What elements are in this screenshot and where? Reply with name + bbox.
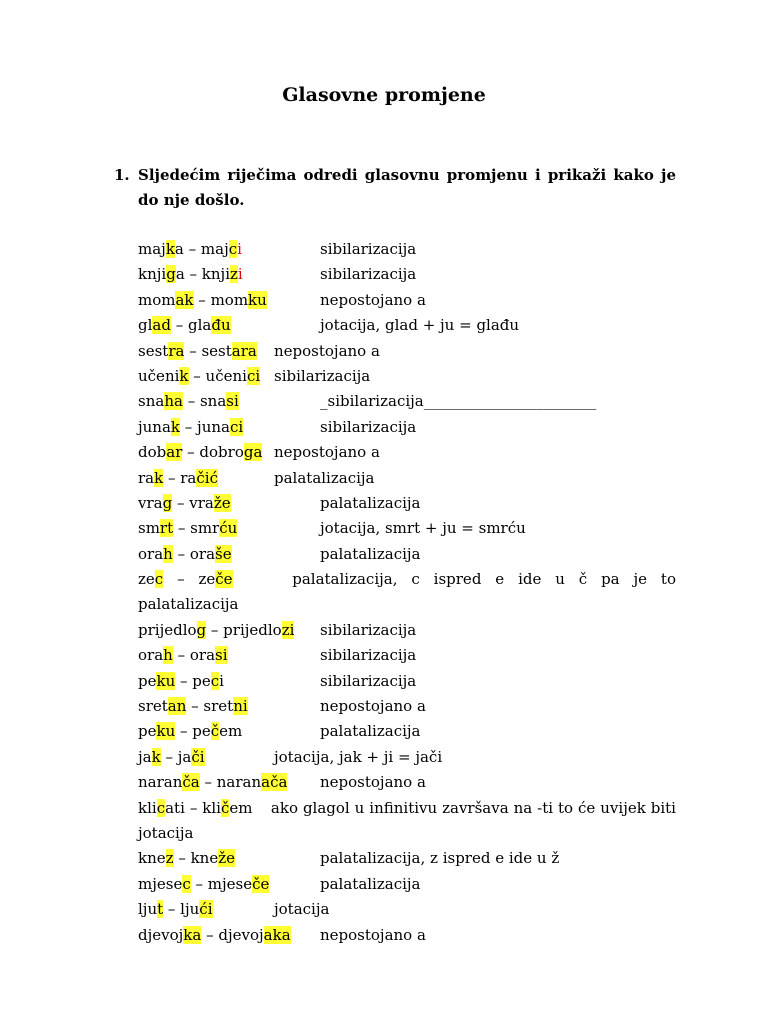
highlighted-letters: ku — [248, 290, 267, 309]
red-letter: i — [237, 265, 243, 284]
word-pair: peku – peci — [138, 671, 224, 690]
word-row — [138, 872, 676, 897]
highlighted-letters: ra — [168, 341, 185, 360]
red-letter: i — [237, 240, 242, 258]
word-row — [138, 669, 676, 694]
word-row — [138, 516, 676, 541]
word-pair: ljut – ljući — [138, 900, 213, 919]
word-row — [138, 846, 676, 871]
word-row — [138, 466, 676, 491]
highlighted-letters: k — [151, 747, 161, 766]
answer-text: jotacija, smrt + ju = smrću — [320, 519, 526, 538]
task-text: Sljedećim riječima odredi glasovnu promjenu i prikaži kako je do nje došlo. — [138, 166, 676, 209]
highlighted-letters: ar — [166, 443, 183, 462]
highlighted-letters: ci — [246, 366, 261, 385]
answer-text: sibilarizacija — [320, 417, 417, 436]
answer-text: palatalizacija — [320, 722, 421, 741]
word-row — [138, 567, 676, 618]
highlighted-letters: ak — [175, 290, 194, 309]
answer-text: _sibilarizacija_______________________ — [320, 392, 597, 411]
word-row — [138, 313, 676, 338]
word-pair: glad – glađu — [138, 316, 231, 335]
answer-text: palatalizacija — [320, 493, 421, 512]
word-pair: sretan – sretni — [138, 697, 248, 716]
highlighted-letters: č — [210, 722, 220, 741]
highlighted-letters: ča — [182, 773, 200, 792]
answer-text: palatalizacija — [320, 874, 421, 893]
highlighted-letters: aka — [263, 925, 291, 944]
answer-text: palatalizacija, z ispred e ide u ž — [320, 849, 560, 868]
word-pair: učenik – učenici — [138, 366, 261, 385]
highlighted-letters: an — [167, 697, 187, 716]
word-pair: smrt – smrću — [138, 519, 238, 538]
answer-text: sibilarizacija — [274, 366, 371, 385]
answer-text: sibilarizacija — [320, 265, 417, 284]
word-row — [138, 389, 676, 414]
word-pair: dobar – dobroga — [138, 443, 263, 462]
answer-text: jotacija, glad + ju = glađu — [320, 316, 520, 335]
highlighted-letters: k — [165, 240, 175, 258]
word-row — [138, 694, 676, 719]
highlighted-letters: č — [220, 798, 230, 817]
highlighted-letters: rt — [159, 519, 174, 538]
word-list — [138, 237, 676, 948]
highlighted-letters: ha — [164, 392, 183, 411]
highlighted-letters: z — [230, 265, 238, 284]
word-row — [138, 770, 676, 795]
word-pair: momak – momku — [138, 290, 267, 309]
answer-text: sibilarizacija — [320, 646, 417, 665]
highlighted-letters: ku — [156, 722, 176, 741]
word-row — [138, 618, 676, 643]
word-row — [138, 745, 676, 770]
answer-text: nepostojano a — [320, 290, 426, 309]
word-row — [138, 643, 676, 668]
highlighted-letters: ad — [152, 316, 171, 335]
highlighted-letters: či — [191, 747, 205, 766]
highlighted-letters: ću — [219, 519, 238, 538]
word-pair: klicati – kličem — [138, 798, 253, 817]
word-pair: djevojka – djevojaka — [138, 925, 291, 944]
word-row — [138, 262, 676, 287]
word-row — [138, 364, 676, 389]
word-row — [138, 288, 676, 313]
highlighted-letters: ka — [183, 925, 202, 944]
answer-text: palatalizacija — [320, 544, 421, 563]
highlighted-letters: t — [157, 900, 164, 919]
highlighted-letters: h — [163, 544, 173, 563]
highlighted-letters: če — [252, 874, 270, 893]
highlighted-letters: k — [170, 417, 181, 436]
answer-text: jotacija, jak + ji = jači — [274, 747, 443, 766]
word-row — [138, 440, 676, 465]
answer-text: nepostojano a — [320, 925, 426, 944]
word-row — [138, 237, 676, 262]
answer-text: ako glagol u infinitivu završava na -ti to će uvijek biti jotacija — [138, 798, 676, 843]
word-row — [138, 923, 676, 948]
page-title: Glasovne promjene — [282, 84, 486, 106]
highlighted-letters: ci — [229, 417, 244, 436]
word-row — [138, 415, 676, 440]
answer-text: nepostojano a — [320, 773, 426, 792]
highlighted-letters: še — [215, 544, 232, 563]
highlighted-letters: g — [196, 620, 207, 639]
word-pair: majka – majci — [138, 240, 242, 258]
highlighted-letters: čić — [196, 468, 218, 487]
highlighted-letters: si — [226, 392, 239, 411]
highlighted-letters: ni — [233, 697, 248, 716]
word-pair: knjiga – knjizi — [138, 265, 243, 284]
word-pair: jak – jači — [138, 747, 205, 766]
highlighted-letters: h — [163, 646, 173, 665]
highlighted-letters: đu — [211, 316, 231, 335]
word-pair: naranča – naranača — [138, 773, 288, 792]
word-pair: junak – junaci — [138, 417, 244, 436]
highlighted-letters: že — [213, 493, 231, 512]
highlighted-letters: c — [154, 570, 164, 589]
word-row-text — [138, 796, 676, 847]
highlighted-letters: če — [215, 570, 233, 589]
highlighted-letters: ara — [231, 341, 257, 360]
word-pair: zec – zeče — [138, 570, 233, 589]
word-pair: sestra – sestara — [138, 341, 257, 360]
word-pair: prijedlog – prijedlozi — [138, 620, 295, 639]
word-pair: rak – račić — [138, 468, 218, 487]
word-row — [138, 719, 676, 744]
answer-text: sibilarizacija — [320, 620, 417, 639]
highlighted-letters: k — [154, 468, 164, 487]
answer-text: sibilarizacija — [320, 671, 417, 690]
answer-text: nepostojano a — [274, 443, 380, 462]
highlighted-letters: c — [182, 874, 191, 893]
task-number: 1. — [114, 166, 130, 184]
highlighted-letters: si — [215, 646, 228, 665]
highlighted-letters: ga — [243, 443, 263, 462]
word-pair: orah – oraše — [138, 544, 232, 563]
task-instruction — [114, 163, 676, 213]
word-pair: snaha – snasi — [138, 392, 239, 411]
answer-text: nepostojano a — [320, 697, 426, 716]
word-row — [138, 796, 676, 847]
word-row — [138, 491, 676, 516]
word-row — [138, 897, 676, 922]
highlighted-letters: že — [218, 849, 235, 868]
word-pair: mjesec – mjeseče — [138, 874, 270, 893]
word-pair: orah – orasi — [138, 646, 228, 665]
highlighted-letters: k — [179, 366, 189, 385]
highlighted-letters: g — [166, 265, 176, 284]
answer-text: nepostojano a — [274, 341, 380, 360]
highlighted-letters: c — [228, 240, 238, 258]
highlighted-letters: zi — [281, 620, 295, 639]
highlighted-letters: ći — [199, 900, 213, 919]
highlighted-letters: c — [156, 798, 166, 817]
answer-text: palatalizacija, c ispred e ide u č pa je to palatalizacija — [138, 570, 676, 614]
highlighted-letters: c — [210, 671, 220, 690]
answer-text: jotacija — [274, 900, 330, 919]
word-pair: peku – pečem — [138, 722, 243, 741]
word-pair: knez – kneže — [138, 849, 235, 868]
highlighted-letters: ača — [261, 773, 288, 792]
word-pair: vrag – vraže — [138, 493, 231, 512]
word-row — [138, 542, 676, 567]
highlighted-letters: z — [165, 849, 174, 868]
highlighted-letters: g — [162, 493, 173, 512]
answer-text: palatalizacija — [274, 468, 375, 487]
answer-text: sibilarizacija — [320, 240, 417, 258]
word-row-text — [138, 567, 676, 618]
highlighted-letters: ku — [156, 671, 176, 690]
word-row — [138, 339, 676, 364]
